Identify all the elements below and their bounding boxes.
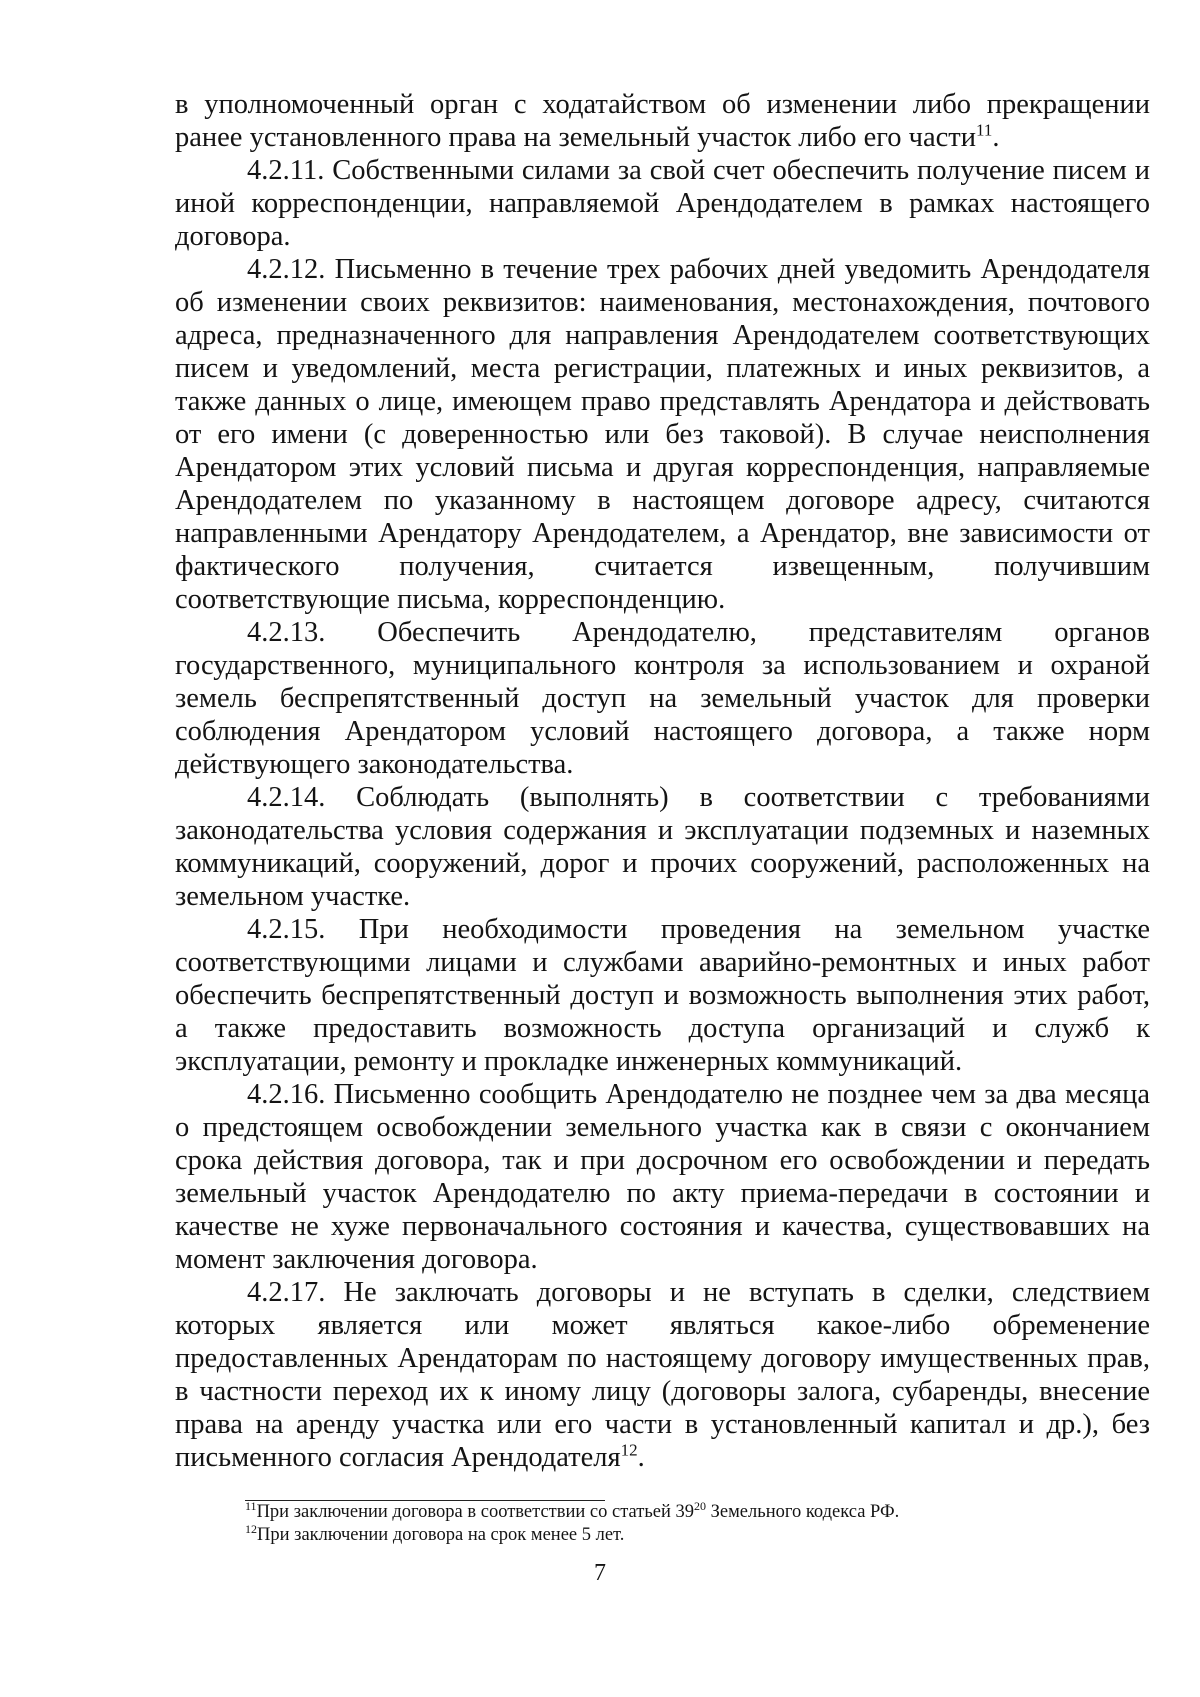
footnote-text: Земельного кодекса РФ. bbox=[706, 1502, 900, 1522]
footnote-ref-12[interactable]: 12 bbox=[620, 1440, 638, 1460]
clause-text: Не заключать договоры и не вступать в сделки, следствием которых является или может являться какое-либо обременение предоставленных Арендаторам по настоящему договору имущественных прав, в частности переход их к иному лицу (договоры залога, субаренды, внесение права на аренду участка или его части в установленный капитал и др.), без письменного согласия Арендодателя bbox=[175, 1277, 1151, 1473]
footnote-ref-11[interactable]: 11 bbox=[976, 120, 993, 140]
paragraph-text: в уполномоченный орган с ходатайством об изменении либо прекращении ранее установленного права на земельный участок либо его части bbox=[175, 89, 1150, 153]
clause-number: 4.2.12. bbox=[247, 254, 326, 285]
paragraph-tail: . bbox=[637, 1442, 645, 1473]
clause-number: 4.2.13. bbox=[247, 617, 326, 648]
clause-4-2-16 bbox=[175, 1078, 1150, 1276]
page-number: 7 bbox=[594, 1560, 606, 1586]
clause-text: Соблюдать (выполнять) в соответствии с требованиями законодательства условия содержания и эксплуатации подземных и наземных коммуникаций, сооружений, дорог и прочих сооружений, расположенных на земельном участке. bbox=[175, 782, 1150, 912]
clause-4-2-12 bbox=[175, 253, 1150, 616]
clause-number: 4.2.11. bbox=[247, 155, 325, 186]
paragraph-tail: . bbox=[992, 122, 1000, 153]
footnote-11 bbox=[245, 1498, 1045, 1524]
clause-number: 4.2.17. bbox=[247, 1277, 326, 1308]
clause-number: 4.2.16. bbox=[247, 1079, 326, 1110]
clause-number: 4.2.14. bbox=[247, 782, 326, 813]
clause-4-2-15 bbox=[175, 913, 1150, 1078]
footnotes bbox=[245, 1498, 1045, 1547]
footnote-mark: 12 bbox=[245, 1521, 257, 1536]
clause-4-2-17 bbox=[175, 1276, 1150, 1474]
clause-text: Письменно в течение трех рабочих дней уведомить Арендодателя об изменении своих реквизитов: наименования, местонахождения, почтового адреса, предназначенного для направления Арендодателем соответствующих писем и уведомлений, места регистрации, платежных и иных реквизитов, а также данных о лице, имеющем право представлять Арендатора и действовать от его имени (с доверенностью или без таковой). В случае неисполнения Арендатором этих условий письма и другая корреспонденция, направляемые Арендодателем по указанному в настоящем договоре адресу, считаются направленными Арендатору Арендодателем, а Арендатор, вне зависимости от фактического получения, считается извещенным, получившим соответствующие письма, корреспонденцию. bbox=[175, 254, 1150, 615]
footnote-12 bbox=[245, 1521, 1045, 1547]
clause-text: Обеспечить Арендодателю, представителям органов государственного, муниципального контроля за использованием и охраной земель беспрепятственный доступ на земельный участок для проверки соблюдения Арендатором условий настоящего договора, а также норм действующего законодательства. bbox=[175, 617, 1150, 780]
footnote-mark: 11 bbox=[245, 1498, 257, 1513]
clause-4-2-13 bbox=[175, 616, 1150, 781]
document-body bbox=[175, 88, 1150, 1474]
paragraph-continuation bbox=[175, 88, 1150, 154]
clause-text: Письменно сообщить Арендодателю не позднее чем за два месяца о предстоящем освобождении земельного участка как в связи с окончанием срока действия договора, так и при досрочном его освобождении и передать земельный участок Арендодателю по акту приема-передачи в состоянии и качестве не хуже первоначального состояния и качества, существовавших на момент заключения договора. bbox=[175, 1079, 1151, 1275]
footnote-text: При заключении договора на срок менее 5 лет. bbox=[257, 1525, 625, 1545]
footnote-superscript: 20 bbox=[694, 1498, 706, 1513]
clause-4-2-11 bbox=[175, 154, 1150, 253]
footnote-text: При заключении договора в соответствии со статьей 39 bbox=[256, 1502, 694, 1522]
clause-4-2-14 bbox=[175, 781, 1150, 913]
clause-text: При необходимости проведения на земельном участке соответствующими лицами и службами аварийно-ремонтных и иных работ обеспечить беспрепятственный доступ и возможность выполнения этих работ, а также предоставить возможность доступа организаций и служб к эксплуатации, ремонту и прокладке инженерных коммуникаций. bbox=[175, 914, 1151, 1077]
clause-text: Собственными силами за свой счет обеспечить получение писем и иной корреспонденции, направляемой Арендодателем в рамках настоящего договора. bbox=[175, 155, 1150, 252]
clause-number: 4.2.15. bbox=[247, 914, 326, 945]
